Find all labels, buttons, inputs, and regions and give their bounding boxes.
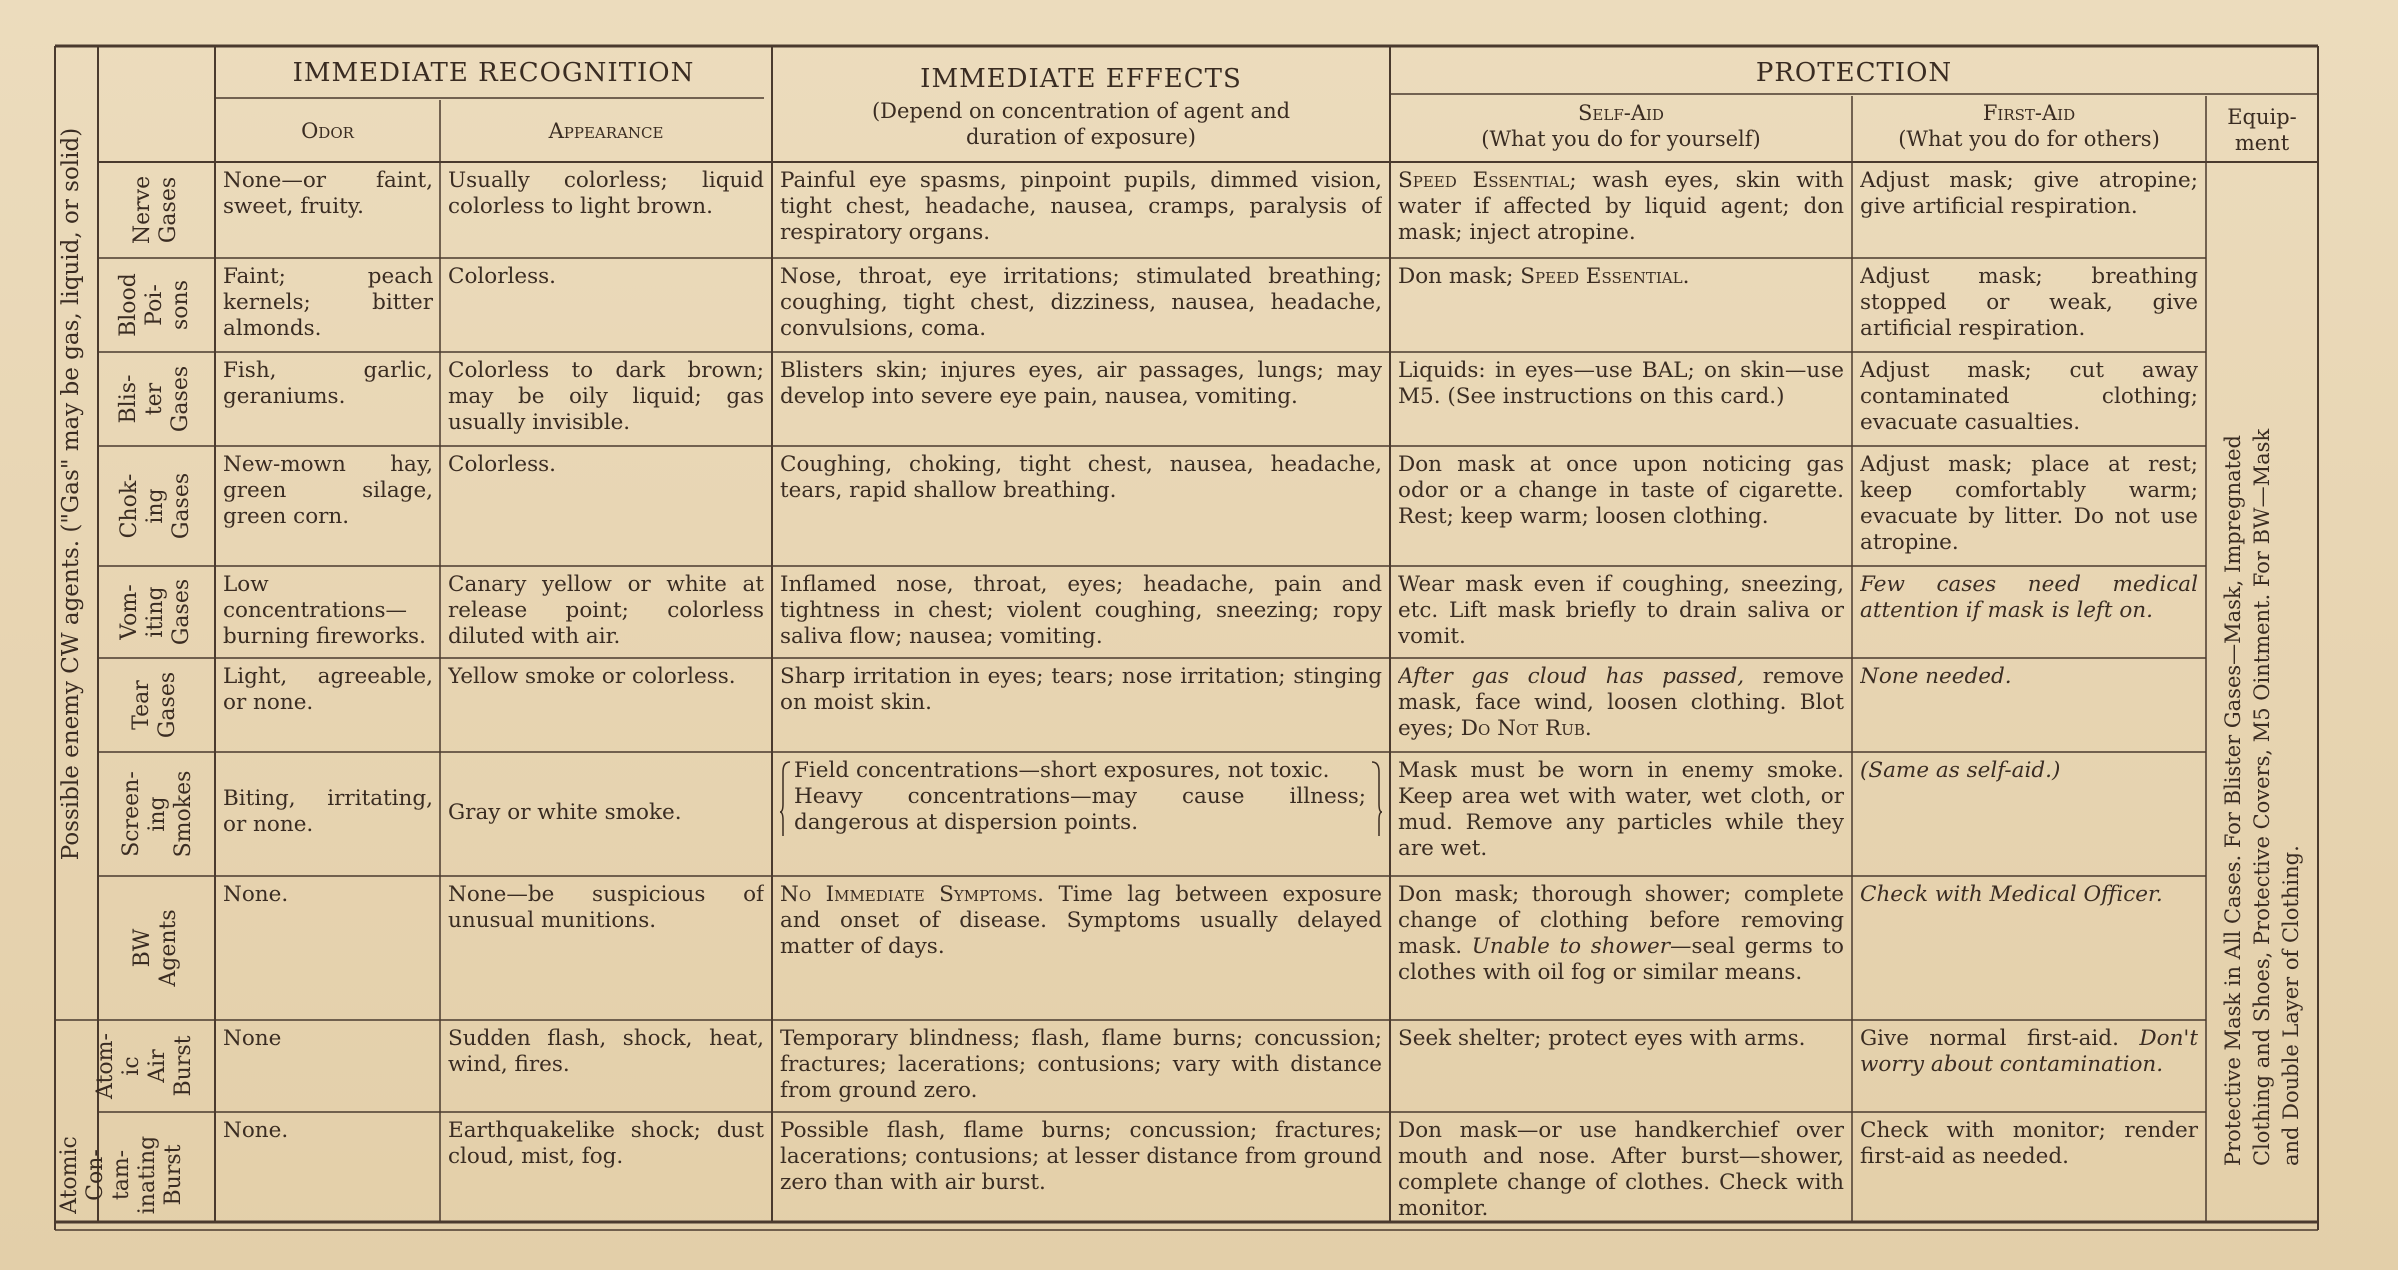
- effects-blister-gases: Blisters skin; injures eyes, air passages, lungs; may develop into severe eye pain, nausea, vomiting.: [780, 358, 1382, 409]
- category-atomic-air-burst: Atom- ic Air Burst: [93, 1033, 196, 1099]
- first-aid-italic: Don't worry about contamination.: [1860, 1026, 2198, 1077]
- header-self-aid-note: (What you do for yourself): [1481, 127, 1761, 151]
- category-bw-agents: BW Agents: [130, 909, 181, 987]
- appearance-blister-gases: Colorless to dark brown; may be oily liquid; gas usually invisible.: [448, 358, 764, 435]
- odor-nerve-gases: None—or faint, sweet, fruity.: [223, 168, 433, 219]
- header-equipment: Equip- ment: [2227, 105, 2297, 155]
- header-odor: Odor: [301, 119, 354, 143]
- effects-emphasis: No Immediate Symptoms.: [780, 882, 1045, 907]
- self-aid-tail: seal germs to clothes with oil fog or similar means.: [1398, 934, 1844, 985]
- header-first-aid: First-Aid: [1982, 101, 2076, 125]
- first-aid-atomic-contaminating-burst: Check with monitor; render first-aid as needed.: [1860, 1118, 2198, 1169]
- effects-atomic-air-burst: Temporary blindness; flash, flame burns; concussion; fractures; lacerations; contusions; vary with distance from ground zero.: [780, 1026, 1382, 1103]
- odor-blister-gases: Fish, garlic, geraniums.: [223, 358, 433, 409]
- effects-blood-poisons: Nose, throat, eye irritations; stimulated breathing; coughing, tight chest, dizziness, nausea, headache, convulsions, coma.: [780, 264, 1382, 341]
- self-aid-emphasis: Speed Essential.: [1520, 264, 1690, 289]
- header-protection: PROTECTION: [1755, 58, 1953, 88]
- self-aid-vomiting-gases: Wear mask even if coughing, sneezing, etc. Lift mask briefly to drain saliva or vomit.: [1398, 572, 1844, 649]
- self-aid-blister-gases: Liquids: in eyes—use BAL; on skin—use M5. (See instructions on this card.): [1398, 358, 1844, 409]
- header-appearance: Appearance: [548, 119, 664, 143]
- header-immediate-recognition: IMMEDIATE RECOGNITION: [292, 58, 695, 88]
- header-self-aid: Self-Aid: [1578, 101, 1664, 125]
- effects-screening-smokes: [780, 758, 1382, 836]
- self-aid-italic: After gas cloud has passed,: [1398, 664, 1745, 689]
- effects-text: Time lag between exposure and onset of disease. Symptoms usually delayed matter of days.: [780, 882, 1382, 959]
- effects-nerve-gases: Painful eye spasms, pinpoint pupils, dimmed vision, tight chest, headache, nausea, cramps, paralysis of respiratory organs.: [780, 168, 1382, 245]
- category-atomic-contaminating-burst: Atomic Con- tam- inating Burst: [57, 1135, 186, 1215]
- category-nerve-gases: Nerve Gases: [130, 175, 181, 245]
- category-screening-smokes: Screen- ing Smokes: [119, 770, 196, 858]
- self-aid-emphasis: Do Not Rub.: [1460, 716, 1592, 741]
- self-aid-blood-poisons: [1398, 264, 1844, 290]
- odor-blood-poisons: Faint; peach kernels; bitter almonds.: [223, 264, 433, 341]
- equipment-text: Protective Mask in All Cases. For Blister Gases—Mask, Impregnated Clothing and Shoes, Protective Covers, M5 Ointment. For BW—Mask and Double Layer of Clothing.: [2220, 428, 2303, 1166]
- odor-atomic-air-burst: None: [223, 1026, 282, 1051]
- appearance-blood-poisons: Colorless.: [448, 264, 556, 289]
- category-tear-gases: Tear Gases: [129, 671, 180, 739]
- left-caption: Possible enemy CW agents. ("Gas" may be gas, liquid, or solid): [58, 127, 84, 861]
- category-blood-poisons: Blood Poi- sons: [116, 273, 193, 337]
- effects-brace-line-a: Field concentrations—short exposures, not toxic.: [794, 758, 1330, 783]
- odor-tear-gases: Light, agreeable, or none.: [223, 664, 433, 715]
- effects-tear-gases: Sharp irritation in eyes; tears; nose irritation; stinging on moist skin.: [780, 664, 1382, 715]
- first-aid-atomic-air-burst: [1860, 1026, 2198, 1078]
- first-aid-screening-smokes: (Same as self-aid.): [1860, 758, 2061, 783]
- odor-choking-gases: New-mown hay, green silage, green corn.: [223, 452, 433, 529]
- odor-bw-agents: None.: [223, 882, 289, 907]
- first-aid-blister-gases: Adjust mask; cut away contaminated clothing; evacuate casualties.: [1860, 358, 2198, 435]
- self-aid-nerve-gases: [1398, 168, 1844, 246]
- left-brace-icon: [780, 760, 792, 836]
- self-aid-choking-gases: Don mask at once upon noticing gas odor or a change in taste of cigarette. Rest; keep warm; loosen clothing.: [1398, 452, 1844, 529]
- first-aid-tear-gases: None needed.: [1860, 664, 2012, 689]
- self-aid-text: Don mask;: [1398, 264, 1521, 289]
- self-aid-text: remove mask, face wind, loosen clothing. Blot eyes;: [1398, 664, 1844, 741]
- appearance-bw-agents: None—be suspicious of unusual munitions.: [448, 882, 764, 933]
- appearance-atomic-air-burst: Sudden flash, shock, heat, wind, fires.: [448, 1026, 764, 1077]
- header-immediate-effects: IMMEDIATE EFFECTS: [920, 64, 1242, 94]
- odor-atomic-contaminating-burst: None.: [223, 1118, 289, 1143]
- self-aid-screening-smokes: Mask must be worn in enemy smoke. Keep area wet with water, wet cloth, or mud. Remove any particles while they are wet.: [1398, 758, 1844, 861]
- category-blister-gases: Blis- ter Gases: [116, 365, 193, 433]
- appearance-tear-gases: Yellow smoke or colorless.: [448, 664, 736, 689]
- appearance-atomic-contaminating-burst: Earthquakelike shock; dust cloud, mist, fog.: [448, 1118, 764, 1169]
- right-brace-icon: [1370, 760, 1382, 836]
- effects-atomic-contaminating-burst: Possible flash, flame burns; concussion; fractures; lacerations; contusions; at lesser distance from ground zero than with air burst.: [780, 1118, 1382, 1195]
- appearance-vomiting-gases: Canary yellow or white at release point; colorless diluted with air.: [448, 572, 764, 649]
- effects-vomiting-gases: Inflamed nose, throat, eyes; headache, pain and tightness in chest; violent coughing, sneezing; ropy saliva flow; nausea; vomiting.: [780, 572, 1382, 649]
- appearance-screening-smokes: Gray or white smoke.: [448, 800, 682, 825]
- self-aid-tear-gases: [1398, 664, 1844, 742]
- first-aid-choking-gases: Adjust mask; place at rest; keep comfortably warm; evacuate by litter. Do not use atropine.: [1860, 452, 2198, 555]
- first-aid-bw-agents: Check with Medical Officer.: [1860, 882, 2163, 907]
- category-choking-gases: Chok- ing Gases: [117, 472, 194, 540]
- first-aid-text: Give normal first-aid.: [1860, 1026, 2119, 1051]
- header-effects-note: (Depend on concentration of agent and duration of exposure): [871, 99, 1291, 149]
- effects-choking-gases: Coughing, choking, tight chest, nausea, headache, tears, rapid shallow breathing.: [780, 452, 1382, 503]
- effects-bw-agents: [780, 882, 1382, 960]
- first-aid-nerve-gases: Adjust mask; give atropine; give artificial respiration.: [1860, 168, 2198, 219]
- self-aid-atomic-contaminating-burst: Don mask—or use handkerchief over mouth and nose. After burst—shower, complete change of clothes. Check with monitor.: [1398, 1118, 1844, 1221]
- first-aid-blood-poisons: Adjust mask; breathing stopped or weak, give artificial respiration.: [1860, 264, 2198, 341]
- appearance-nerve-gases: Usually colorless; liquid colorless to light brown.: [448, 168, 764, 219]
- odor-screening-smokes: Biting, irritating, or none.: [223, 786, 433, 837]
- self-aid-bw-agents: [1398, 882, 1844, 986]
- odor-vomiting-gases: Low concentrations—burning fireworks.: [223, 572, 426, 649]
- self-aid-emphasis: Speed Essential;: [1398, 168, 1577, 193]
- self-aid-text: wash eyes, skin with water if affected by liquid agent; don mask; inject atropine.: [1398, 168, 1844, 245]
- self-aid-atomic-air-burst: Seek shelter; protect eyes with arms.: [1398, 1026, 1806, 1051]
- self-aid-italic: Unable to shower—: [1471, 934, 1692, 959]
- appearance-choking-gases: Colorless.: [448, 452, 556, 477]
- category-vomiting-gases: Vom- iting Gases: [117, 578, 194, 646]
- header-first-aid-note: (What you do for others): [1898, 127, 2160, 151]
- effects-brace-line-b: Heavy concentrations—may cause illness; dangerous at dispersion points.: [794, 784, 1366, 835]
- self-aid-text: Don mask; thorough shower; complete change of clothing before removing mask.: [1398, 882, 1844, 959]
- first-aid-vomiting-gases: Few cases need medical attention if mask is left on.: [1860, 572, 2198, 623]
